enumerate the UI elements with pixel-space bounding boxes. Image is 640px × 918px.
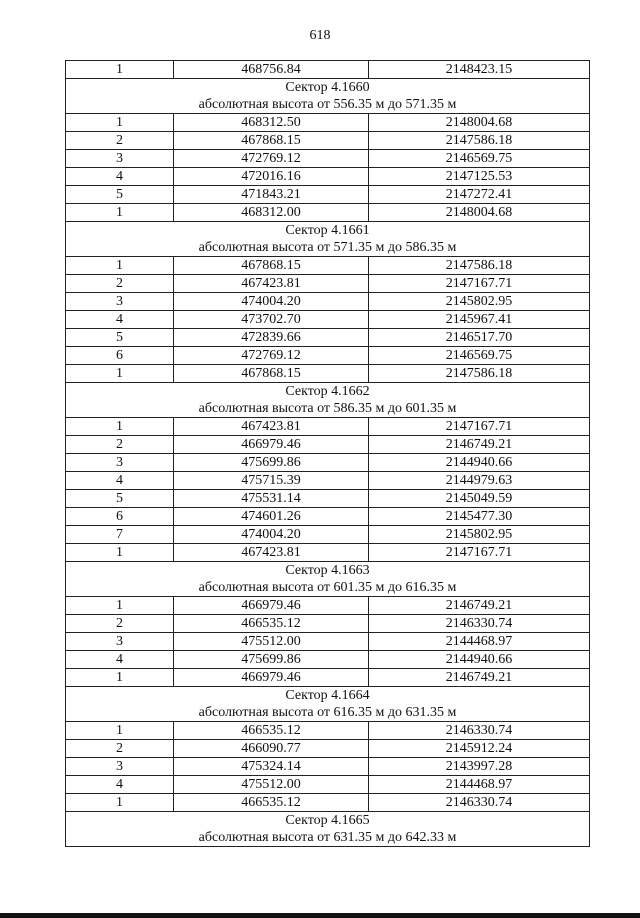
table-row	[66, 186, 590, 204]
table-row	[66, 651, 590, 669]
point-number-cell: 2	[66, 132, 174, 150]
x-coordinate-cell: 474004.20	[174, 526, 369, 544]
coordinates-table-body	[66, 61, 590, 847]
x-coordinate-cell: 475531.14	[174, 490, 369, 508]
y-coordinate-cell: 2145802.95	[369, 526, 590, 544]
table-row	[66, 794, 590, 812]
y-coordinate-cell: 2147167.71	[369, 544, 590, 562]
y-coordinate-cell: 2147167.71	[369, 275, 590, 293]
y-coordinate-cell: 2146749.21	[369, 669, 590, 687]
x-coordinate-cell: 471843.21	[174, 186, 369, 204]
y-coordinate-cell: 2145912.24	[369, 740, 590, 758]
y-coordinate-cell: 2144979.63	[369, 472, 590, 490]
x-coordinate-cell: 467423.81	[174, 418, 369, 436]
sector-altitude-range: абсолютная высота от 601.35 м до 616.35 м	[198, 580, 457, 595]
page-number: 618	[309, 28, 331, 43]
table-row	[66, 150, 590, 168]
y-coordinate-cell: 2146330.74	[369, 794, 590, 812]
y-coordinate-cell: 2145477.30	[369, 508, 590, 526]
sector-altitude-range: абсолютная высота от 616.35 м до 631.35 м	[198, 705, 457, 720]
sector-header-row	[66, 687, 590, 722]
point-number-cell: 1	[66, 365, 174, 383]
y-coordinate-cell: 2147586.18	[369, 132, 590, 150]
x-coordinate-cell: 466090.77	[174, 740, 369, 758]
point-number-cell: 5	[66, 490, 174, 508]
x-coordinate-cell: 467868.15	[174, 365, 369, 383]
table-row	[66, 114, 590, 132]
point-number-cell: 5	[66, 329, 174, 347]
x-coordinate-cell: 466979.46	[174, 597, 369, 615]
x-coordinate-cell: 474004.20	[174, 293, 369, 311]
point-number-cell: 4	[66, 168, 174, 186]
y-coordinate-cell: 2144940.66	[369, 454, 590, 472]
y-coordinate-cell: 2146517.70	[369, 329, 590, 347]
sector-header-cell	[66, 222, 590, 257]
y-coordinate-cell: 2145049.59	[369, 490, 590, 508]
y-coordinate-cell: 2146569.75	[369, 347, 590, 365]
sector-header-cell	[66, 383, 590, 418]
sector-title: Сектор 4.1660	[285, 80, 370, 95]
table-row	[66, 257, 590, 275]
point-number-cell: 3	[66, 454, 174, 472]
point-number-cell: 3	[66, 293, 174, 311]
y-coordinate-cell: 2147586.18	[369, 365, 590, 383]
point-number-cell: 2	[66, 615, 174, 633]
sector-header-row	[66, 383, 590, 418]
y-coordinate-cell: 2146749.21	[369, 436, 590, 454]
table-row	[66, 722, 590, 740]
x-coordinate-cell: 467868.15	[174, 257, 369, 275]
x-coordinate-cell: 475715.39	[174, 472, 369, 490]
sector-altitude-range: абсолютная высота от 571.35 м до 586.35 м	[198, 240, 457, 255]
point-number-cell: 1	[66, 257, 174, 275]
sector-title: Сектор 4.1664	[285, 688, 370, 703]
table-row	[66, 293, 590, 311]
table-row	[66, 776, 590, 794]
x-coordinate-cell: 468312.00	[174, 204, 369, 222]
y-coordinate-cell: 2144940.66	[369, 651, 590, 669]
x-coordinate-cell: 472839.66	[174, 329, 369, 347]
y-coordinate-cell: 2147586.18	[369, 257, 590, 275]
point-number-cell: 4	[66, 472, 174, 490]
sector-title: Сектор 4.1661	[285, 223, 370, 238]
sector-header-row	[66, 222, 590, 257]
point-number-cell: 6	[66, 508, 174, 526]
table-row	[66, 758, 590, 776]
x-coordinate-cell: 475512.00	[174, 633, 369, 651]
x-coordinate-cell: 467423.81	[174, 275, 369, 293]
table-row	[66, 508, 590, 526]
x-coordinate-cell: 468756.84	[174, 61, 369, 79]
y-coordinate-cell: 2145802.95	[369, 293, 590, 311]
y-coordinate-cell: 2148004.68	[369, 204, 590, 222]
sector-header-row	[66, 79, 590, 114]
point-number-cell: 1	[66, 544, 174, 562]
table-row	[66, 490, 590, 508]
y-coordinate-cell: 2146749.21	[369, 597, 590, 615]
x-coordinate-cell: 466535.12	[174, 615, 369, 633]
point-number-cell: 2	[66, 436, 174, 454]
x-coordinate-cell: 475512.00	[174, 776, 369, 794]
table-row	[66, 740, 590, 758]
table-row	[66, 61, 590, 79]
x-coordinate-cell: 466979.46	[174, 436, 369, 454]
point-number-cell: 5	[66, 186, 174, 204]
table-row	[66, 544, 590, 562]
y-coordinate-cell: 2148423.15	[369, 61, 590, 79]
sector-title: Сектор 4.1662	[285, 384, 370, 399]
point-number-cell: 4	[66, 651, 174, 669]
sector-title: Сектор 4.1665	[285, 813, 370, 828]
sector-altitude-range: абсолютная высота от 586.35 м до 601.35 м	[198, 401, 457, 416]
point-number-cell: 3	[66, 150, 174, 168]
table-row	[66, 472, 590, 490]
sector-title: Сектор 4.1663	[285, 563, 370, 578]
y-coordinate-cell: 2148004.68	[369, 114, 590, 132]
point-number-cell: 4	[66, 311, 174, 329]
sector-header-row	[66, 562, 590, 597]
y-coordinate-cell: 2146569.75	[369, 150, 590, 168]
y-coordinate-cell: 2146330.74	[369, 722, 590, 740]
x-coordinate-cell: 467423.81	[174, 544, 369, 562]
x-coordinate-cell: 467868.15	[174, 132, 369, 150]
sector-altitude-range: абсолютная высота от 556.35 м до 571.35 м	[198, 97, 457, 112]
x-coordinate-cell: 472016.16	[174, 168, 369, 186]
table-row	[66, 526, 590, 544]
sector-header-cell	[66, 812, 590, 847]
y-coordinate-cell: 2147272.41	[369, 186, 590, 204]
point-number-cell: 1	[66, 61, 174, 79]
sector-header-row	[66, 812, 590, 847]
sector-header-cell	[66, 79, 590, 114]
x-coordinate-cell: 473702.70	[174, 311, 369, 329]
table-row	[66, 347, 590, 365]
x-coordinate-cell: 468312.50	[174, 114, 369, 132]
table-row	[66, 365, 590, 383]
x-coordinate-cell: 475324.14	[174, 758, 369, 776]
point-number-cell: 3	[66, 633, 174, 651]
y-coordinate-cell: 2147125.53	[369, 168, 590, 186]
point-number-cell: 7	[66, 526, 174, 544]
x-coordinate-cell: 475699.86	[174, 651, 369, 669]
point-number-cell: 1	[66, 418, 174, 436]
point-number-cell: 1	[66, 114, 174, 132]
sector-header-cell	[66, 687, 590, 722]
table-row	[66, 204, 590, 222]
point-number-cell: 1	[66, 669, 174, 687]
coordinates-table	[65, 60, 590, 847]
y-coordinate-cell: 2147167.71	[369, 418, 590, 436]
y-coordinate-cell: 2144468.97	[369, 776, 590, 794]
point-number-cell: 1	[66, 722, 174, 740]
table-row	[66, 132, 590, 150]
point-number-cell: 1	[66, 204, 174, 222]
x-coordinate-cell: 474601.26	[174, 508, 369, 526]
y-coordinate-cell: 2146330.74	[369, 615, 590, 633]
y-coordinate-cell: 2145967.41	[369, 311, 590, 329]
point-number-cell: 3	[66, 758, 174, 776]
point-number-cell: 6	[66, 347, 174, 365]
table-row	[66, 454, 590, 472]
scan-bottom-edge	[0, 913, 640, 918]
table-row	[66, 311, 590, 329]
table-row	[66, 633, 590, 651]
table-row	[66, 275, 590, 293]
y-coordinate-cell: 2143997.28	[369, 758, 590, 776]
point-number-cell: 2	[66, 740, 174, 758]
point-number-cell: 2	[66, 275, 174, 293]
point-number-cell: 4	[66, 776, 174, 794]
x-coordinate-cell: 466979.46	[174, 669, 369, 687]
x-coordinate-cell: 466535.12	[174, 794, 369, 812]
x-coordinate-cell: 472769.12	[174, 150, 369, 168]
point-number-cell: 1	[66, 794, 174, 812]
table-row	[66, 329, 590, 347]
y-coordinate-cell: 2144468.97	[369, 633, 590, 651]
table-row	[66, 597, 590, 615]
table-row	[66, 436, 590, 454]
table-row	[66, 168, 590, 186]
point-number-cell: 1	[66, 597, 174, 615]
x-coordinate-cell: 466535.12	[174, 722, 369, 740]
sector-header-cell	[66, 562, 590, 597]
table-row	[66, 418, 590, 436]
sector-altitude-range: абсолютная высота от 631.35 м до 642.33 м	[198, 830, 457, 845]
table-row	[66, 615, 590, 633]
x-coordinate-cell: 475699.86	[174, 454, 369, 472]
table-row	[66, 669, 590, 687]
x-coordinate-cell: 472769.12	[174, 347, 369, 365]
